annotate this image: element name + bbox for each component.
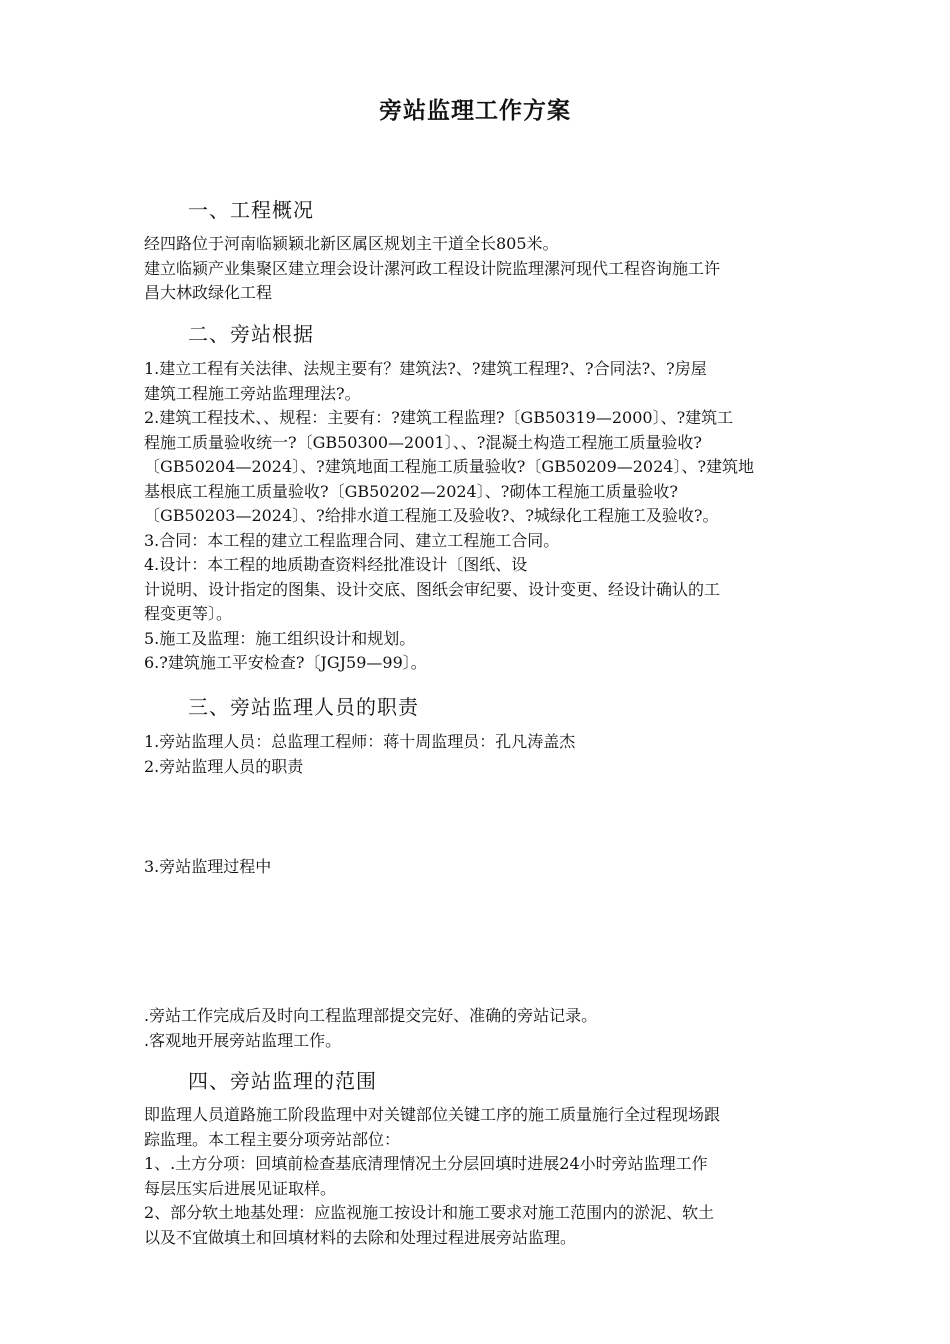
text-line: 5.施工及监理：施工组织设计和规划。: [144, 628, 416, 648]
section-heading-basis: 二、旁站根据: [188, 322, 314, 346]
text-line: 3.合同：本工程的建立工程监理合同、建立工程施工合同。: [144, 530, 560, 550]
text-line: 1、.土方分项：回填前检查基底清理情况土分层回填时进展24小时旁站监理工作: [144, 1154, 708, 1173]
duties-paragraph-top: [144, 730, 808, 779]
text-line: 1.旁站监理人员：总监理工程师：蒋十周监理员：孔凡涛盖杰: [144, 732, 576, 751]
basis-paragraph: [144, 357, 808, 676]
text-line: 2、部分软土地基处理：应监视施工按设计和施工要求对施工范围内的淤泥、软土: [144, 1203, 715, 1222]
document-title: 旁站监理工作方案: [379, 97, 571, 124]
text-line: 3.旁站监理过程中: [144, 857, 272, 876]
duties-paragraph-process: [144, 855, 808, 880]
text-line: 建筑工程施工旁站监理理法?。: [144, 383, 361, 403]
text-line: 昌大林政绿化工程: [144, 283, 273, 302]
text-line: 2.旁站监理人员的职责: [144, 756, 304, 776]
text-line: 即监理人员道路施工阶段监理中对关键部位关键工序的施工质量施行全过程现场跟: [144, 1105, 721, 1124]
scope-paragraph: [144, 1103, 808, 1250]
section-heading-scope: 四、旁站监理的范围: [188, 1069, 377, 1093]
text-line: 建立临颍产业集聚区建立理会设计漯河政工程设计院监理漯河现代工程咨询施工许: [144, 258, 721, 278]
duties-paragraph-bottom: [144, 1004, 808, 1053]
text-line: 6.?建筑施工平安检查?〔JGJ59—99〕。: [144, 653, 427, 672]
overview-paragraph: [144, 232, 808, 306]
text-line: 〔GB50204—2024〕、?建筑地面工程施工质量验收?〔GB50209—2024〕、?建筑地: [144, 457, 755, 476]
text-line: 程施工质量验收统一?〔GB50300—2001〕、、?混凝土构造工程施工质量验收?: [144, 432, 702, 452]
text-line: 以及不宜做填土和回填材料的去除和处理过程进展旁站监理。: [144, 1227, 577, 1247]
text-line: 踪监理。本工程主要分项旁站部位：: [144, 1129, 401, 1149]
text-line: .客观地开展旁站监理工作。: [144, 1030, 342, 1050]
text-line: 〔GB50203—2024〕、?给排水道工程施工及验收?、?城绿化工程施工及验收?。: [144, 506, 719, 525]
text-line: 每层压实后进展见证取样。: [144, 1178, 337, 1198]
text-line: 计说明、设计指定的图集、设计交底、图纸会审纪要、设计变更、经设计确认的工: [144, 579, 721, 599]
text-line: 基根底工程施工质量验收?〔GB50202—2024〕、?砌体工程施工质量验收?: [144, 481, 678, 501]
text-line: 2.建筑工程技术、、规程：主要有：?建筑工程监理?〔GB50319—2000〕、?建筑工: [144, 408, 734, 427]
text-line: 程变更等〕。: [144, 604, 233, 623]
text-line: 经四路位于河南临颍颖北新区属区规划主干道全长805米。: [144, 234, 559, 253]
text-line: .旁站工作完成后及时向工程监理部提交完好、准确的旁站记录。: [144, 1006, 598, 1025]
section-heading-overview: 一、工程概况: [188, 198, 314, 222]
text-line: 1.建立工程有关法律、法规主要有？建筑法?、?建筑工程理?、?合同法?、?房屋: [144, 359, 707, 378]
section-heading-duties: 三、旁站监理人员的职责: [188, 695, 419, 719]
text-line: 4.设计：本工程的地质勘查资料经批准设计〔图纸、设: [144, 555, 528, 574]
